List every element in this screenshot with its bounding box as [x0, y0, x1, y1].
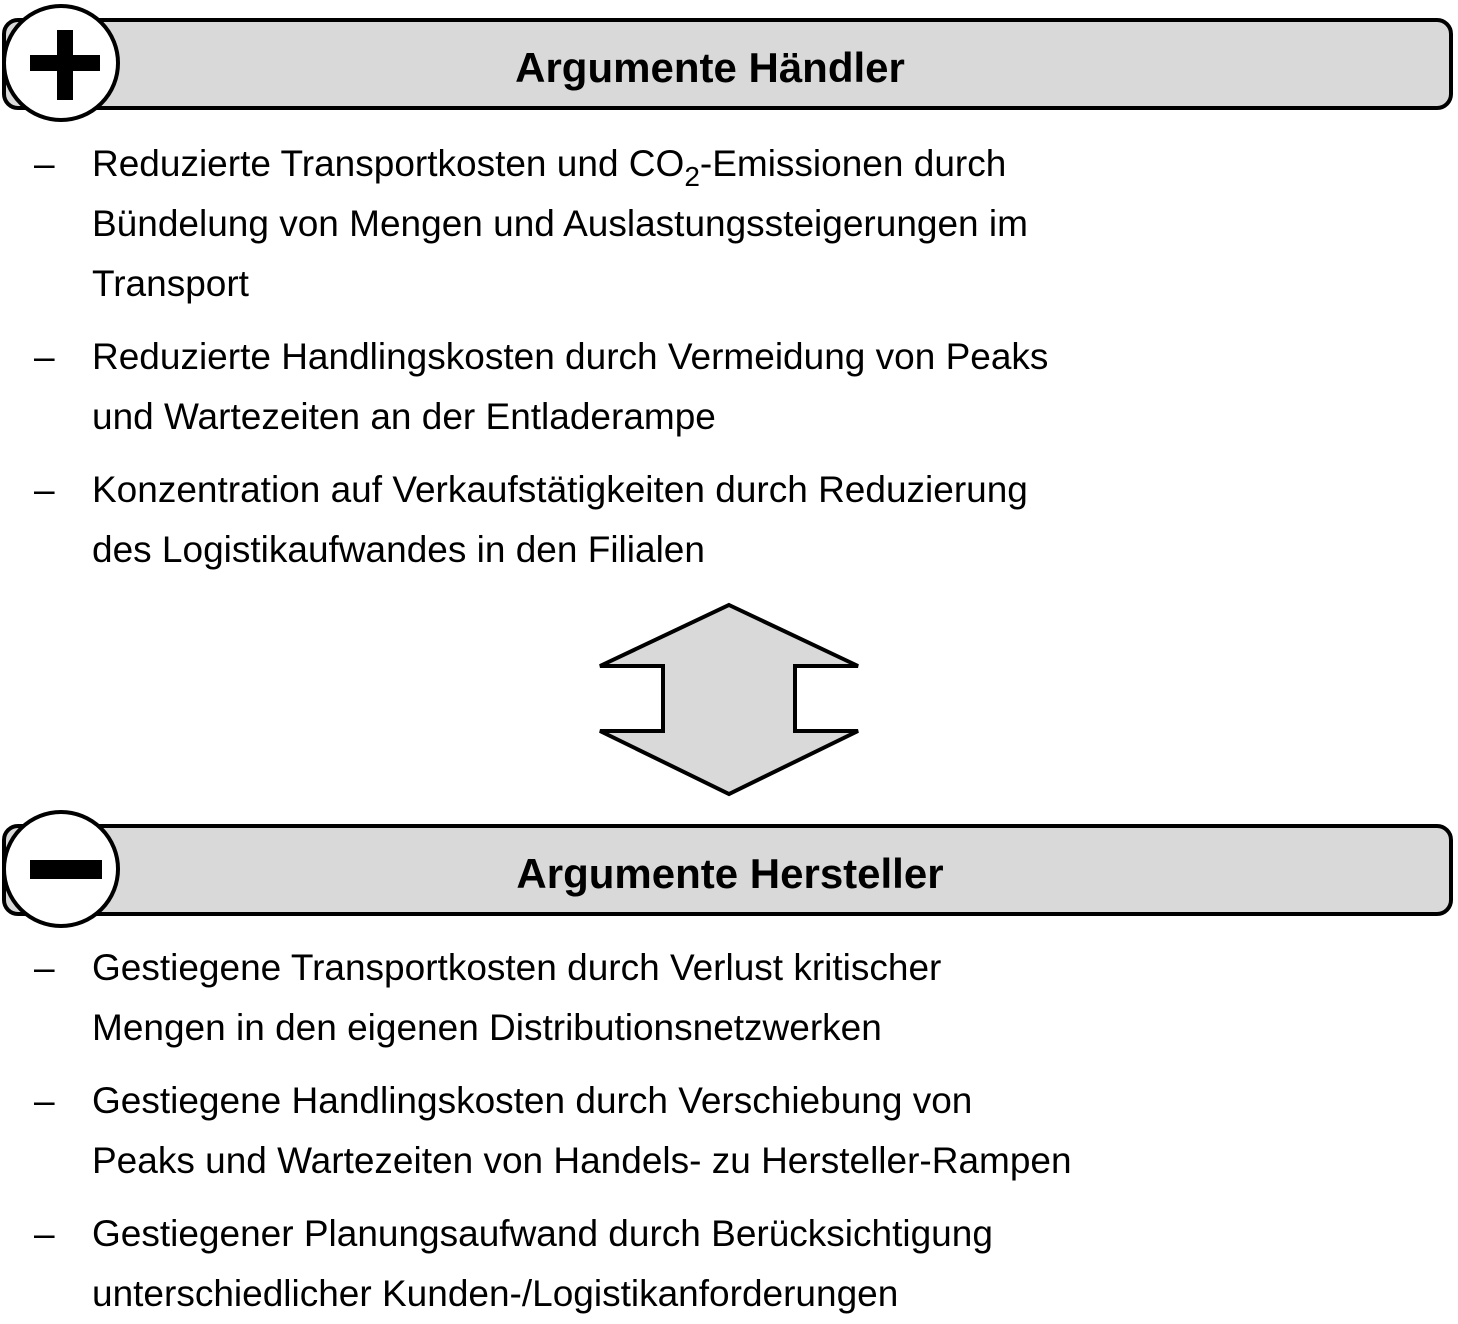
bullet-dash: – — [34, 947, 55, 988]
manufacturer-header-title: Argumente Hersteller — [516, 850, 944, 897]
bullet-dash: – — [34, 469, 55, 510]
double-arrow-icon — [596, 602, 862, 798]
argument-line: Mengen in den eigenen Distributionsnetzwerken — [92, 1007, 882, 1048]
plus-icon — [2, 4, 120, 122]
retailer-argument-3 — [0, 460, 1300, 580]
argument-line: unterschiedlicher Kunden-/Logistikanforderungen — [92, 1273, 899, 1314]
argument-line: des Logistikaufwandes in den Filialen — [92, 529, 705, 570]
retailer-argument-1 — [0, 134, 1300, 314]
argument-line: Reduzierte Handlingskosten durch Vermeidung von Peaks — [92, 336, 1049, 377]
argument-line: Gestiegene Handlingskosten durch Verschiebung von — [92, 1080, 973, 1121]
argument-line: Gestiegener Planungsaufwand durch Berücksichtigung — [92, 1213, 993, 1254]
subscript: 2 — [684, 161, 700, 192]
manufacturer-argument-list — [0, 938, 1300, 1324]
argument-line: Reduzierte Transportkosten und $CO_2$-Emissionen durch — [92, 143, 1007, 192]
argument-line: Bündelung von Mengen und Auslastungssteigerungen im — [92, 203, 1028, 244]
retailer-argument-list — [0, 134, 1300, 580]
retailer-header-title: Argumente Händler — [515, 44, 905, 91]
minus-icon — [2, 810, 120, 928]
argument-line: und Wartezeiten an der Entladerampe — [92, 396, 716, 437]
manufacturer-argument-3 — [0, 1204, 1300, 1324]
argument-line: Gestiegene Transportkosten durch Verlust kritischer — [92, 947, 942, 988]
argument-line: Transport — [92, 263, 249, 304]
argument-line: Peaks und Wartezeiten von Handels- zu Hersteller-Rampen — [92, 1140, 1072, 1181]
manufacturer-argument-2 — [0, 1071, 1300, 1191]
bullet-dash: – — [34, 336, 55, 377]
bullet-dash: – — [34, 1080, 55, 1121]
manufacturer-argument-1 — [0, 938, 1300, 1058]
retailer-argument-2 — [0, 327, 1300, 447]
bullet-dash: – — [34, 1213, 55, 1254]
bullet-dash: – — [34, 143, 55, 184]
argument-line: Konzentration auf Verkaufstätigkeiten durch Reduzierung — [92, 469, 1028, 510]
